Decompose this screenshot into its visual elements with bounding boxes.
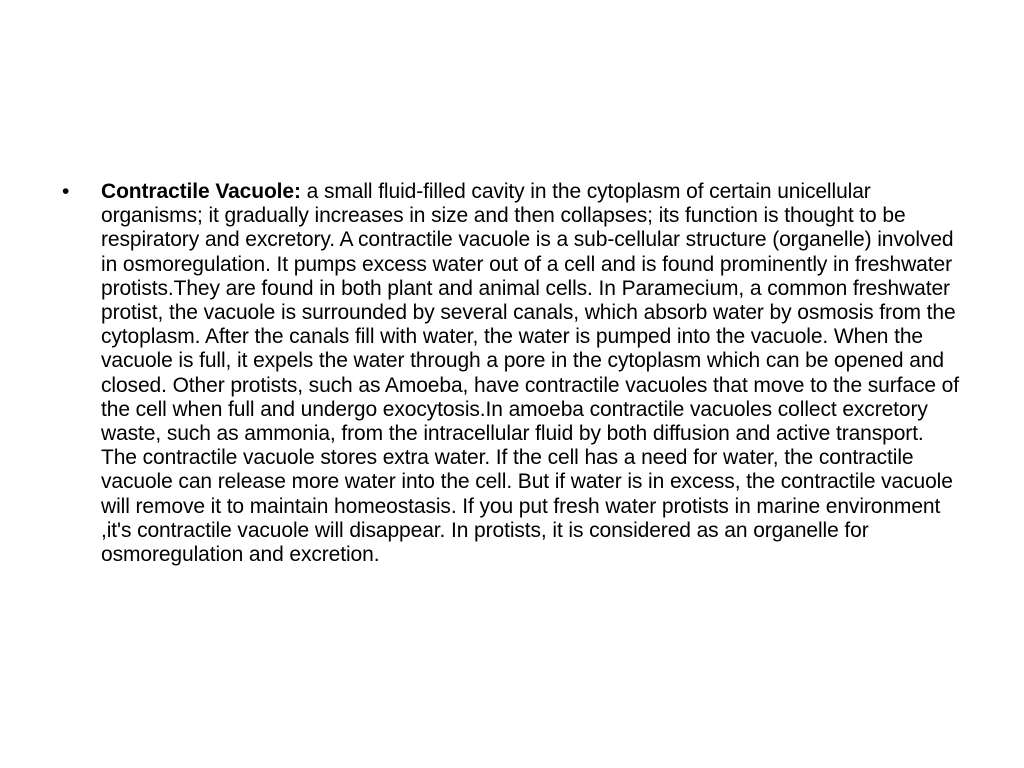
bullet-list	[62, 180, 962, 567]
bullet-icon: •	[62, 180, 70, 203]
term-definition: a small fluid-filled cavity in the cytoplasm of certain unicellular organisms; it gradually increases in size and then collapses; its function is thought to be respiratory and excretory. A contractile vacuole is a sub-cellular structure (organelle) involved in osmoregulation. It pumps excess water out of a cell and is found prominently in freshwater protists.They are found in both plant and animal cells. In Paramecium, a common freshwater protist, the vacuole is surrounded by several canals, which absorb water by osmosis from the cytoplasm. After the canals fill with water, the water is pumped into the vacuole. When the vacuole is full, it expels the water through a pore in the cytoplasm which can be opened and closed. Other protists, such as Amoeba, have contractile vacuoles that move to the surface of the cell when full and undergo exocytosis.In amoeba contractile vacuoles collect excretory waste, such as ammonia, from the intracellular fluid by both diffusion and active transport. The contractile vacuole stores extra water. If the cell has a need for water, the contractile vacuole can release more water into the cell. But if water is in excess, the contractile vacuole will remove it to maintain homeostasis. If you put fresh water protists in marine environment ,it's contractile vacuole will disappear. In protists, it is considered as an organelle for osmoregulation and excretion.	[101, 180, 959, 567]
bullet-item-contractile-vacuole	[62, 180, 962, 567]
term-heading: Contractile Vacuole:	[101, 180, 301, 203]
